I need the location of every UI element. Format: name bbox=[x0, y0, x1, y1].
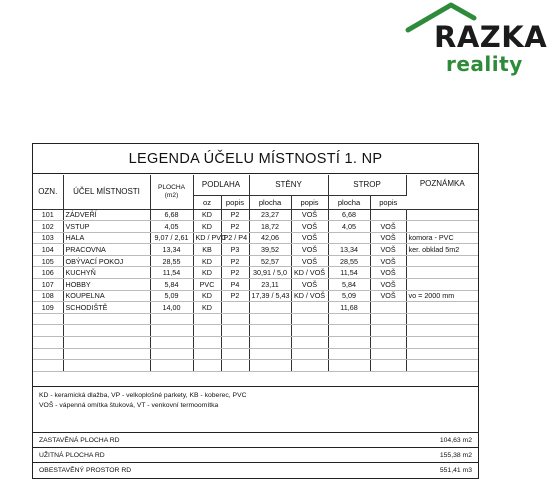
cell-ozn bbox=[33, 348, 63, 360]
cell-strop-popis bbox=[370, 209, 406, 221]
cell-steny-plocha bbox=[249, 337, 291, 349]
table-row bbox=[33, 360, 478, 372]
note-line: KD - keramická dlažba, VP - velkoplošné parkety, KB - koberec, PVC bbox=[39, 392, 247, 399]
cell-ozn bbox=[33, 325, 63, 337]
cell-podlaha-popis: P2 / P4 bbox=[221, 232, 249, 244]
cell-steny-plocha bbox=[249, 302, 291, 314]
cell-steny-plocha: 52,57 bbox=[249, 255, 291, 267]
cell-poznamka bbox=[406, 325, 478, 337]
cell-steny-popis: VOŠ bbox=[291, 244, 328, 256]
cell-ucel bbox=[63, 337, 150, 349]
header-row bbox=[33, 175, 478, 195]
cell-plocha: 6,68 bbox=[150, 209, 193, 221]
cell-podlaha-oz bbox=[193, 337, 221, 349]
header-strop: STROP bbox=[328, 175, 406, 195]
cell-poznamka: vo = 2000 mm bbox=[406, 290, 478, 302]
cell-steny-popis bbox=[291, 337, 328, 349]
cell-strop-plocha bbox=[328, 348, 370, 360]
cell-steny-plocha: 30,91 / 5,0 bbox=[249, 267, 291, 279]
header-podlaha: PODLAHA bbox=[193, 175, 249, 195]
cell-strop-popis bbox=[370, 302, 406, 314]
header-steny: STĚNY bbox=[249, 175, 328, 195]
cell-plocha: 5,84 bbox=[150, 279, 193, 291]
summary-value: 551,41 m3 bbox=[439, 467, 472, 474]
razka-reality-logo bbox=[406, 2, 555, 74]
cell-podlaha-oz: KD bbox=[193, 302, 221, 314]
header-ucel: ÚČEL MÍSTNOSTI bbox=[63, 175, 150, 209]
cell-plocha: 4,05 bbox=[150, 221, 193, 233]
table-row bbox=[33, 313, 478, 325]
cell-strop-plocha bbox=[328, 325, 370, 337]
cell-ozn: 108 bbox=[33, 290, 63, 302]
cell-podlaha-oz: PVC bbox=[193, 279, 221, 291]
cell-poznamka bbox=[406, 221, 478, 233]
cell-strop-plocha: 28,55 bbox=[328, 255, 370, 267]
cell-plocha bbox=[150, 313, 193, 325]
cell-steny-popis: VOŠ bbox=[291, 221, 328, 233]
cell-ucel: SCHODIŠTĚ bbox=[63, 302, 150, 314]
cell-plocha bbox=[150, 337, 193, 349]
cell-ucel bbox=[63, 348, 150, 360]
cell-poznamka bbox=[406, 360, 478, 372]
cell-plocha: 13,34 bbox=[150, 244, 193, 256]
cell-plocha: 28,55 bbox=[150, 255, 193, 267]
cell-ucel: HOBBY bbox=[63, 279, 150, 291]
cell-podlaha-popis: P2 bbox=[221, 267, 249, 279]
cell-strop-popis bbox=[370, 325, 406, 337]
cell-ozn: 109 bbox=[33, 302, 63, 314]
cell-strop-popis bbox=[370, 348, 406, 360]
cell-podlaha-oz bbox=[193, 348, 221, 360]
cell-podlaha-oz: KD bbox=[193, 209, 221, 221]
cell-strop-plocha bbox=[328, 313, 370, 325]
cell-plocha: 5,09 bbox=[150, 290, 193, 302]
cell-podlaha-oz: KD / PVC bbox=[193, 232, 221, 244]
cell-podlaha-oz: KD bbox=[193, 290, 221, 302]
cell-poznamka bbox=[406, 337, 478, 349]
note-line: VOŠ - vápenná omítka štuková, VT - venkovní termoomítka bbox=[39, 402, 219, 409]
cell-steny-popis bbox=[291, 313, 328, 325]
subheader-podlaha-oz: oz bbox=[193, 195, 221, 209]
cell-strop-plocha: 5,84 bbox=[328, 279, 370, 291]
subheader-podlaha-popis: popis bbox=[221, 195, 249, 209]
cell-ozn: 101 bbox=[33, 209, 63, 221]
cell-strop-popis bbox=[370, 313, 406, 325]
cell-steny-plocha bbox=[249, 348, 291, 360]
cell-podlaha-oz: KB bbox=[193, 244, 221, 256]
cell-poznamka: komora - PVC bbox=[406, 232, 478, 244]
cell-strop-popis: VOŠ bbox=[370, 279, 406, 291]
table-row bbox=[33, 244, 478, 256]
cell-podlaha-popis: P2 bbox=[221, 209, 249, 221]
table-row bbox=[33, 209, 478, 221]
cell-steny-plocha: 18,72 bbox=[249, 221, 291, 233]
cell-steny-popis bbox=[291, 360, 328, 372]
cell-steny-popis: VOŠ bbox=[291, 232, 328, 244]
cell-strop-popis: VOŠ bbox=[370, 244, 406, 256]
cell-poznamka bbox=[406, 267, 478, 279]
cell-podlaha-oz bbox=[193, 325, 221, 337]
header-plocha bbox=[150, 175, 193, 209]
cell-ozn: 105 bbox=[33, 255, 63, 267]
cell-steny-popis bbox=[291, 302, 328, 314]
cell-ozn: 102 bbox=[33, 221, 63, 233]
cell-steny-plocha: 23,11 bbox=[249, 279, 291, 291]
summary-row bbox=[33, 462, 478, 477]
cell-podlaha-oz bbox=[193, 360, 221, 372]
cell-strop-plocha bbox=[328, 360, 370, 372]
brand-name: RAZKA bbox=[434, 20, 548, 54]
cell-steny-plocha bbox=[249, 313, 291, 325]
cell-podlaha-popis: P4 bbox=[221, 279, 249, 291]
brand-tagline: reality bbox=[446, 52, 523, 76]
cell-podlaha-popis bbox=[221, 302, 249, 314]
legend-title: LEGENDA ÚČELU MÍSTNOSTÍ 1. NP bbox=[33, 144, 478, 174]
cell-ucel: OBÝVACÍ POKOJ bbox=[63, 255, 150, 267]
cell-strop-plocha bbox=[328, 337, 370, 349]
header-plocha-unit: (m2) bbox=[164, 191, 179, 199]
cell-podlaha-popis: P2 bbox=[221, 290, 249, 302]
cell-steny-plocha: 17,39 / 5,43 bbox=[249, 290, 291, 302]
cell-ozn bbox=[33, 360, 63, 372]
cell-podlaha-popis bbox=[221, 337, 249, 349]
cell-steny-popis bbox=[291, 325, 328, 337]
cell-podlaha-popis bbox=[221, 348, 249, 360]
cell-strop-popis bbox=[370, 337, 406, 349]
cell-podlaha-popis bbox=[221, 325, 249, 337]
cell-strop-popis: VOŠ bbox=[370, 290, 406, 302]
cell-ucel: KOUPELNA bbox=[63, 290, 150, 302]
cell-podlaha-popis: P2 bbox=[221, 255, 249, 267]
cell-ucel bbox=[63, 325, 150, 337]
summary-label: UŽITNÁ PLOCHA RD bbox=[39, 452, 105, 459]
cell-strop-popis bbox=[370, 360, 406, 372]
cell-podlaha-oz: KD bbox=[193, 255, 221, 267]
subheader-strop-plocha: plocha bbox=[328, 195, 370, 209]
cell-steny-popis: KD / VOŠ bbox=[291, 290, 328, 302]
cell-poznamka bbox=[406, 302, 478, 314]
cell-steny-plocha bbox=[249, 360, 291, 372]
cell-strop-plocha: 13,34 bbox=[328, 244, 370, 256]
cell-poznamka bbox=[406, 209, 478, 221]
cell-strop-plocha: 5,09 bbox=[328, 290, 370, 302]
subheader-steny-popis: popis bbox=[291, 195, 328, 209]
cell-steny-plocha: 39,52 bbox=[249, 244, 291, 256]
abbreviation-notes bbox=[33, 386, 478, 426]
cell-podlaha-oz: KD bbox=[193, 221, 221, 233]
cell-ucel bbox=[63, 313, 150, 325]
cell-steny-popis bbox=[291, 348, 328, 360]
cell-strop-popis: VOŠ bbox=[370, 267, 406, 279]
summary-row bbox=[33, 432, 478, 447]
summary-value: 104,63 m2 bbox=[439, 437, 472, 444]
cell-steny-popis: VOŠ bbox=[291, 279, 328, 291]
cell-steny-plocha: 23,27 bbox=[249, 209, 291, 221]
cell-plocha: 14,00 bbox=[150, 302, 193, 314]
cell-steny-popis: VOŠ bbox=[291, 255, 328, 267]
table-row bbox=[33, 267, 478, 279]
summary-row bbox=[33, 447, 478, 462]
cell-ozn bbox=[33, 337, 63, 349]
cell-ucel: ZÁDVEŘÍ bbox=[63, 209, 150, 221]
summary-label: OBESTAVĚNÝ PROSTOR RD bbox=[39, 467, 132, 474]
cell-poznamka bbox=[406, 255, 478, 267]
table-row bbox=[33, 221, 478, 233]
table-row bbox=[33, 325, 478, 337]
cell-strop-plocha bbox=[328, 232, 370, 244]
cell-poznamka bbox=[406, 313, 478, 325]
cell-ucel bbox=[63, 360, 150, 372]
cell-plocha bbox=[150, 325, 193, 337]
summary-value: 155,38 m2 bbox=[439, 452, 472, 459]
header-ozn: OZN. bbox=[33, 175, 63, 209]
cell-plocha: 9,07 / 2,61 bbox=[150, 232, 193, 244]
cell-ozn: 103 bbox=[33, 232, 63, 244]
cell-ucel: PRACOVNA bbox=[63, 244, 150, 256]
table-row bbox=[33, 302, 478, 314]
table-row bbox=[33, 232, 478, 244]
cell-plocha: 11,54 bbox=[150, 267, 193, 279]
table-row bbox=[33, 279, 478, 291]
subheader-steny-plocha: plocha bbox=[249, 195, 291, 209]
summary-label: ZASTAVĚNÁ PLOCHA RD bbox=[39, 437, 120, 444]
cell-poznamka bbox=[406, 279, 478, 291]
cell-ucel: KUCHYŇ bbox=[63, 267, 150, 279]
cell-strop-popis: VOŠ bbox=[370, 255, 406, 267]
cell-plocha bbox=[150, 348, 193, 360]
cell-strop-plocha: 11,68 bbox=[328, 302, 370, 314]
cell-podlaha-popis bbox=[221, 360, 249, 372]
cell-strop-plocha: 11,54 bbox=[328, 267, 370, 279]
cell-podlaha-oz: KD bbox=[193, 267, 221, 279]
header-plocha-label: PLOCHA bbox=[157, 183, 186, 191]
cell-poznamka bbox=[406, 348, 478, 360]
cell-plocha bbox=[150, 360, 193, 372]
cell-podlaha-popis: P3 bbox=[221, 244, 249, 256]
table-row bbox=[33, 337, 478, 349]
cell-ucel: VSTUP bbox=[63, 221, 150, 233]
cell-ozn bbox=[33, 313, 63, 325]
subheader-strop-popis: popis bbox=[370, 195, 406, 209]
cell-strop-plocha: 4,05 bbox=[328, 221, 370, 233]
cell-steny-popis: KD / VOŠ bbox=[291, 267, 328, 279]
cell-strop-popis: VOŠ bbox=[370, 221, 406, 233]
cell-podlaha-popis: P2 bbox=[221, 221, 249, 233]
cell-steny-plocha: 42,06 bbox=[249, 232, 291, 244]
cell-ozn: 104 bbox=[33, 244, 63, 256]
cell-ozn: 106 bbox=[33, 267, 63, 279]
cell-ozn: 107 bbox=[33, 279, 63, 291]
room-legend-sheet bbox=[32, 143, 479, 479]
cell-strop-plocha: 6,68 bbox=[328, 209, 370, 221]
room-table bbox=[33, 175, 478, 372]
header-poznamka: POZNÁMKA bbox=[406, 175, 478, 209]
cell-steny-popis: VOŠ bbox=[291, 209, 328, 221]
table-row bbox=[33, 348, 478, 360]
cell-podlaha-oz bbox=[193, 313, 221, 325]
cell-ucel: HALA bbox=[63, 232, 150, 244]
table-row bbox=[33, 255, 478, 267]
cell-strop-popis: VOŠ bbox=[370, 232, 406, 244]
cell-steny-plocha bbox=[249, 325, 291, 337]
table-row bbox=[33, 290, 478, 302]
cell-podlaha-popis bbox=[221, 313, 249, 325]
cell-poznamka: ker. obklad 5m2 bbox=[406, 244, 478, 256]
